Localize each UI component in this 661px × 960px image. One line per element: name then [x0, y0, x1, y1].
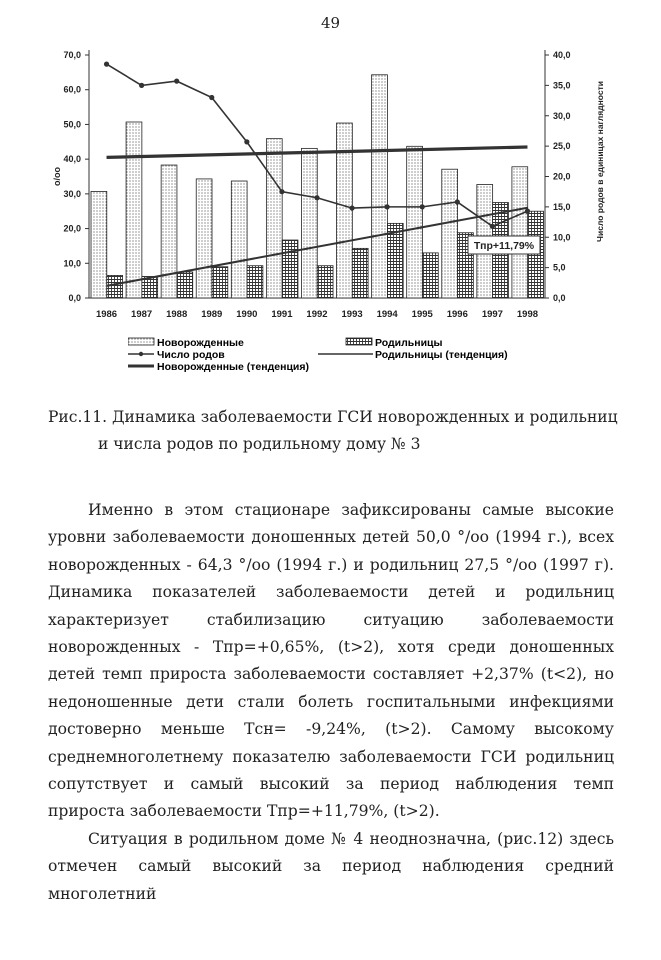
chart-legend: [128, 335, 588, 380]
legend-marker-births: [139, 352, 143, 356]
births-point: [455, 199, 460, 204]
right-tick-label: 15,0: [553, 201, 571, 212]
bar-puerperae: [247, 266, 263, 298]
figure-caption: [48, 404, 618, 458]
caption-line-1: Рис.11. Динамика заболеваемости ГСИ новорожденных и родильниц: [48, 408, 618, 426]
right-tick-label: 35,0: [553, 80, 571, 91]
births-point: [174, 79, 179, 84]
bar-newborn: [337, 123, 353, 298]
left-tick-label: 70,0: [63, 50, 81, 60]
right-tick-label: 30,0: [553, 110, 571, 121]
paragraph-2: Ситуация в родильном доме № 4 неоднозначна, (рис.12) здесь отмечен самый высокий за период наблюдения средний многолетний: [48, 829, 614, 903]
paragraph-1: Именно в этом стационаре зафиксированы самые высокие уровни заболеваемости доношенных детей 50,0 °/оо (1994 г.), всех новорожденных - 64,3 °/оо (1994 г.) и родильниц 27,5 °/оо (1997 г). Динамика показателей заболеваемости детей и родильниц характеризует стабилизацию ситуацию заболеваемости новорожденных - Тпр=+0,65%, (t>2), хотя среди доношенных детей темп прироста заболеваемости составляет +2,37% (t<2), но недоношенные дети стали болеть госпитальными инфекциями достоверно меньше Тсн= -9,24%, (t>2). Самому высокому среднемноголетнему показателю заболеваемости ГСИ родильниц сопутствует и самый высокий за период наблюдения темп прироста заболеваемости Тпр=+11,79%, (t>2).: [48, 501, 614, 821]
left-tick-label: 30,0: [63, 188, 81, 199]
bar-puerperae: [317, 266, 333, 298]
left-tick-label: 40,0: [63, 154, 81, 165]
right-tick-label: 40,0: [553, 50, 571, 60]
bar-newborn: [266, 139, 282, 298]
bar-newborn: [512, 167, 528, 298]
legend-svg: [128, 335, 588, 377]
legend-swatch-puerperae: [346, 338, 372, 345]
page-number: 49: [320, 14, 341, 32]
bar-newborn: [126, 122, 142, 298]
bar-puerperae: [107, 275, 123, 298]
right-axis-title: Число родов в единицах наглядности: [595, 81, 605, 242]
right-tick-label: 0,0: [553, 293, 566, 303]
legend-label-newborn-trend: Новорожденные (тенденция): [157, 361, 309, 373]
left-tick-label: 20,0: [63, 223, 81, 234]
x-tick-label: 1995: [411, 309, 433, 320]
x-tick-label: 1994: [376, 309, 398, 320]
births-point: [104, 62, 109, 67]
births-point: [490, 224, 495, 229]
bar-newborn: [442, 169, 458, 298]
right-tick-label: 25,0: [553, 141, 571, 152]
x-tick-label: 1996: [446, 309, 468, 320]
legend-label-puerperae: Родильницы: [375, 337, 443, 349]
left-tick-label: 50,0: [63, 119, 81, 130]
left-tick-label: 0,0: [68, 293, 81, 303]
x-tick-label: 1997: [481, 309, 503, 320]
births-point: [244, 139, 249, 144]
x-tick-label: 1990: [236, 309, 258, 320]
left-tick-label: 10,0: [63, 258, 81, 269]
births-point: [420, 204, 425, 209]
bar-puerperae: [352, 248, 368, 298]
births-point: [314, 195, 319, 200]
births-point: [139, 83, 144, 88]
right-tick-label: 10,0: [553, 232, 571, 243]
bar-newborn: [231, 181, 247, 298]
annotation-text: Тпр+11,79%: [473, 240, 535, 252]
x-tick-label: 1998: [516, 309, 539, 320]
bar-puerperae: [177, 272, 193, 298]
births-point: [349, 205, 354, 210]
legend-label-newborn: Новорожденные: [157, 337, 244, 349]
left-axis-title: о/оо: [52, 167, 62, 186]
x-tick-label: 1986: [95, 309, 118, 320]
body-text: [48, 497, 614, 908]
right-tick-label: 5,0: [553, 262, 566, 273]
x-tick-label: 1991: [271, 309, 293, 320]
bar-newborn: [91, 191, 107, 298]
x-tick-label: 1988: [166, 309, 188, 320]
left-tick-label: 60,0: [63, 84, 81, 95]
births-point: [385, 204, 390, 209]
bar-newborn: [301, 148, 317, 298]
bar-newborn: [161, 165, 177, 298]
births-point: [525, 209, 530, 214]
x-tick-label: 1992: [306, 309, 328, 320]
x-tick-label: 1993: [341, 309, 363, 320]
x-tick-label: 1987: [131, 309, 153, 320]
births-point: [279, 189, 284, 194]
right-tick-label: 20,0: [553, 171, 571, 182]
bar-puerperae: [528, 211, 544, 298]
legend-swatch-newborn: [128, 338, 154, 345]
bar-puerperae: [282, 240, 298, 298]
bar-puerperae: [422, 253, 438, 298]
bar-puerperae: [212, 267, 228, 298]
bar-newborn: [196, 179, 212, 298]
x-tick-label: 1989: [201, 309, 223, 320]
legend-label-births: Число родов: [157, 349, 225, 361]
bar-puerperae: [387, 223, 403, 298]
bar-newborn: [407, 146, 423, 298]
bar-newborn: [372, 75, 388, 298]
births-point: [209, 95, 214, 100]
caption-line-2: и числа родов по родильному дому № 3: [98, 435, 421, 453]
legend-label-puerperae-trend: Родильницы (тенденция): [375, 349, 508, 361]
